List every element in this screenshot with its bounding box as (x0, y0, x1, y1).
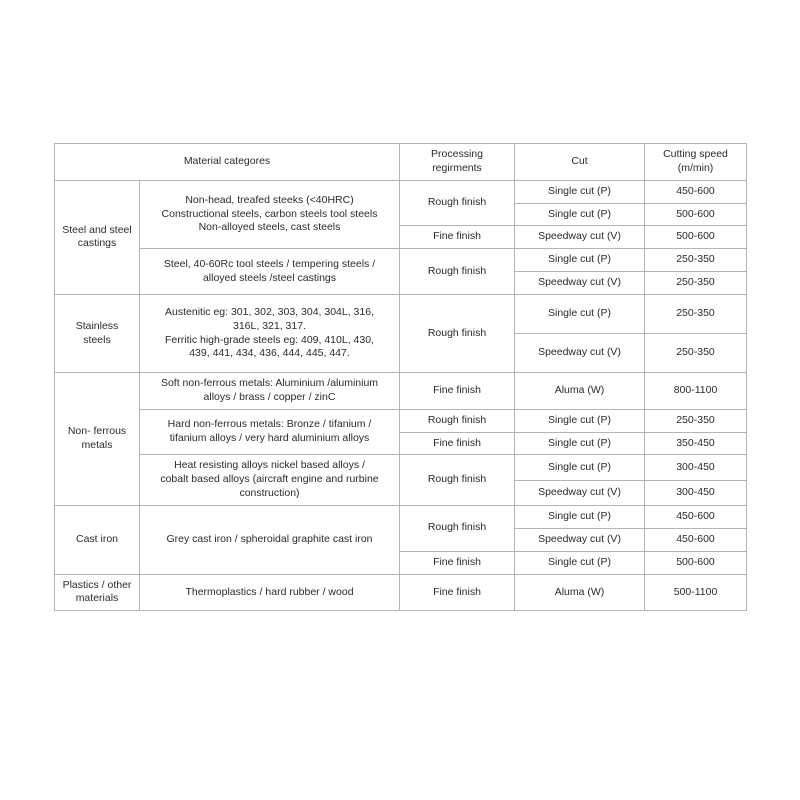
speed-cell: 500-600 (645, 226, 747, 249)
category-plastics-line2: materials (75, 592, 119, 605)
cut-cell: Speedway cut (V) (515, 480, 645, 505)
category-steel-line2: castings (77, 237, 117, 250)
processing-cell: Rough finish (400, 295, 515, 373)
description-cell (140, 249, 400, 295)
description-cell (140, 295, 400, 373)
cut-cell: Single cut (P) (515, 295, 645, 334)
header-material-categories: Material categores (55, 144, 400, 181)
category-cast-iron: Cast iron (55, 506, 140, 575)
cut-cell: Single cut (P) (515, 409, 645, 432)
header-processing-line1: Processing (431, 148, 483, 160)
speed-cell: 250-350 (645, 409, 747, 432)
category-non-ferrous (55, 373, 140, 506)
description-line: construction) (239, 487, 300, 500)
table-header-row (55, 144, 747, 181)
description-cell (140, 180, 400, 249)
description-line: 439, 441, 434, 436, 444, 445, 447. (189, 347, 350, 360)
cut-cell: Speedway cut (V) (515, 528, 645, 551)
processing-cell: Fine finish (400, 373, 515, 410)
description-cell: Thermoplastics / hard rubber / wood (140, 574, 400, 611)
description-line: Hard non-ferrous metals: Bronze / tifanium / (167, 418, 372, 431)
cut-cell: Single cut (P) (515, 455, 645, 480)
cut-cell: Aluma (W) (515, 373, 645, 410)
cut-cell: Single cut (P) (515, 180, 645, 203)
cut-cell: Single cut (P) (515, 551, 645, 574)
processing-cell: Rough finish (400, 455, 515, 506)
speed-cell: 450-600 (645, 506, 747, 529)
category-stainless (55, 295, 140, 373)
table-row (55, 180, 747, 203)
cut-cell: Speedway cut (V) (515, 226, 645, 249)
speed-cell: 500-600 (645, 551, 747, 574)
header-processing-line2: regirments (432, 161, 482, 174)
description-line: alloyed steels /steel castings (202, 271, 337, 284)
speed-cell: 250-350 (645, 272, 747, 295)
processing-cell: Rough finish (400, 249, 515, 295)
category-stainless-line2: steels (83, 333, 111, 346)
header-speed-line2: (m/min) (677, 161, 714, 174)
cutting-speed-table (54, 143, 747, 611)
description-line: Non-alloyed steels, cast steels (198, 221, 341, 234)
speed-cell: 800-1100 (645, 373, 747, 410)
description-line: Soft non-ferrous metals: Aluminium /aluminium (160, 377, 379, 390)
description-line: Ferritic high-grade steels eg: 409, 410L, 430, (165, 333, 374, 346)
cut-cell: Speedway cut (V) (515, 334, 645, 373)
description-line: Austenitic eg: 301, 302, 303, 304, 304L, 316, (165, 305, 374, 318)
speed-cell: 450-600 (645, 180, 747, 203)
speed-cell: 300-450 (645, 480, 747, 505)
cut-cell: Aluma (W) (515, 574, 645, 611)
processing-cell: Rough finish (400, 409, 515, 432)
speed-cell: 450-600 (645, 528, 747, 551)
processing-cell: Fine finish (400, 551, 515, 574)
category-plastics-line1: Plastics / other (62, 578, 132, 591)
category-stainless-line1: Stainless (75, 319, 119, 332)
description-line: tifanium alloys / very hard aluminium alloys (169, 432, 370, 445)
description-line: alloys / brass / copper / zinC (203, 390, 336, 403)
table-row (55, 249, 747, 272)
speed-cell: 350-450 (645, 432, 747, 455)
header-speed-line1: Cutting speed (663, 148, 728, 160)
description-line: 316L, 321, 317. (233, 319, 306, 332)
cut-cell: Single cut (P) (515, 249, 645, 272)
processing-cell: Fine finish (400, 226, 515, 249)
description-line: Constructional steels, carbon steels tool steels (161, 207, 378, 220)
table-row (55, 373, 747, 410)
table-row (55, 295, 747, 334)
category-plastics (55, 574, 140, 611)
category-steel-line1: Steel and steel (62, 223, 132, 236)
processing-cell: Fine finish (400, 574, 515, 611)
description-cell (140, 373, 400, 410)
description-cell: Grey cast iron / spheroidal graphite cast iron (140, 506, 400, 575)
speed-cell: 500-1100 (645, 574, 747, 611)
category-non-ferrous-line2: metals (81, 439, 113, 452)
header-cut: Cut (515, 144, 645, 181)
cut-cell: Single cut (P) (515, 506, 645, 529)
specification-table-container (54, 143, 746, 611)
speed-cell: 500-600 (645, 203, 747, 226)
description-line: Steel, 40-60Rc tool steels / tempering steels / (163, 257, 376, 270)
category-non-ferrous-line1: Non- ferrous (67, 425, 127, 438)
category-steel (55, 180, 140, 294)
cut-cell: Single cut (P) (515, 432, 645, 455)
table-row (55, 455, 747, 480)
description-cell (140, 409, 400, 455)
description-line: cobalt based alloys (aircraft engine and rurbine (160, 473, 379, 486)
table-row (55, 409, 747, 432)
speed-cell: 250-350 (645, 249, 747, 272)
description-cell (140, 455, 400, 506)
processing-cell: Rough finish (400, 506, 515, 552)
speed-cell: 300-450 (645, 455, 747, 480)
table-row (55, 574, 747, 611)
speed-cell: 250-350 (645, 295, 747, 334)
description-line: Heat resisting alloys nickel based alloys / (174, 459, 365, 472)
description-line: Non-head, treafed steeks (<40HRC) (185, 193, 354, 206)
cut-cell: Speedway cut (V) (515, 272, 645, 295)
cut-cell: Single cut (P) (515, 203, 645, 226)
table-row (55, 506, 747, 529)
speed-cell: 250-350 (645, 334, 747, 373)
header-cutting-speed (645, 144, 747, 181)
processing-cell: Fine finish (400, 432, 515, 455)
header-processing-requirements (400, 144, 515, 181)
processing-cell: Rough finish (400, 180, 515, 226)
